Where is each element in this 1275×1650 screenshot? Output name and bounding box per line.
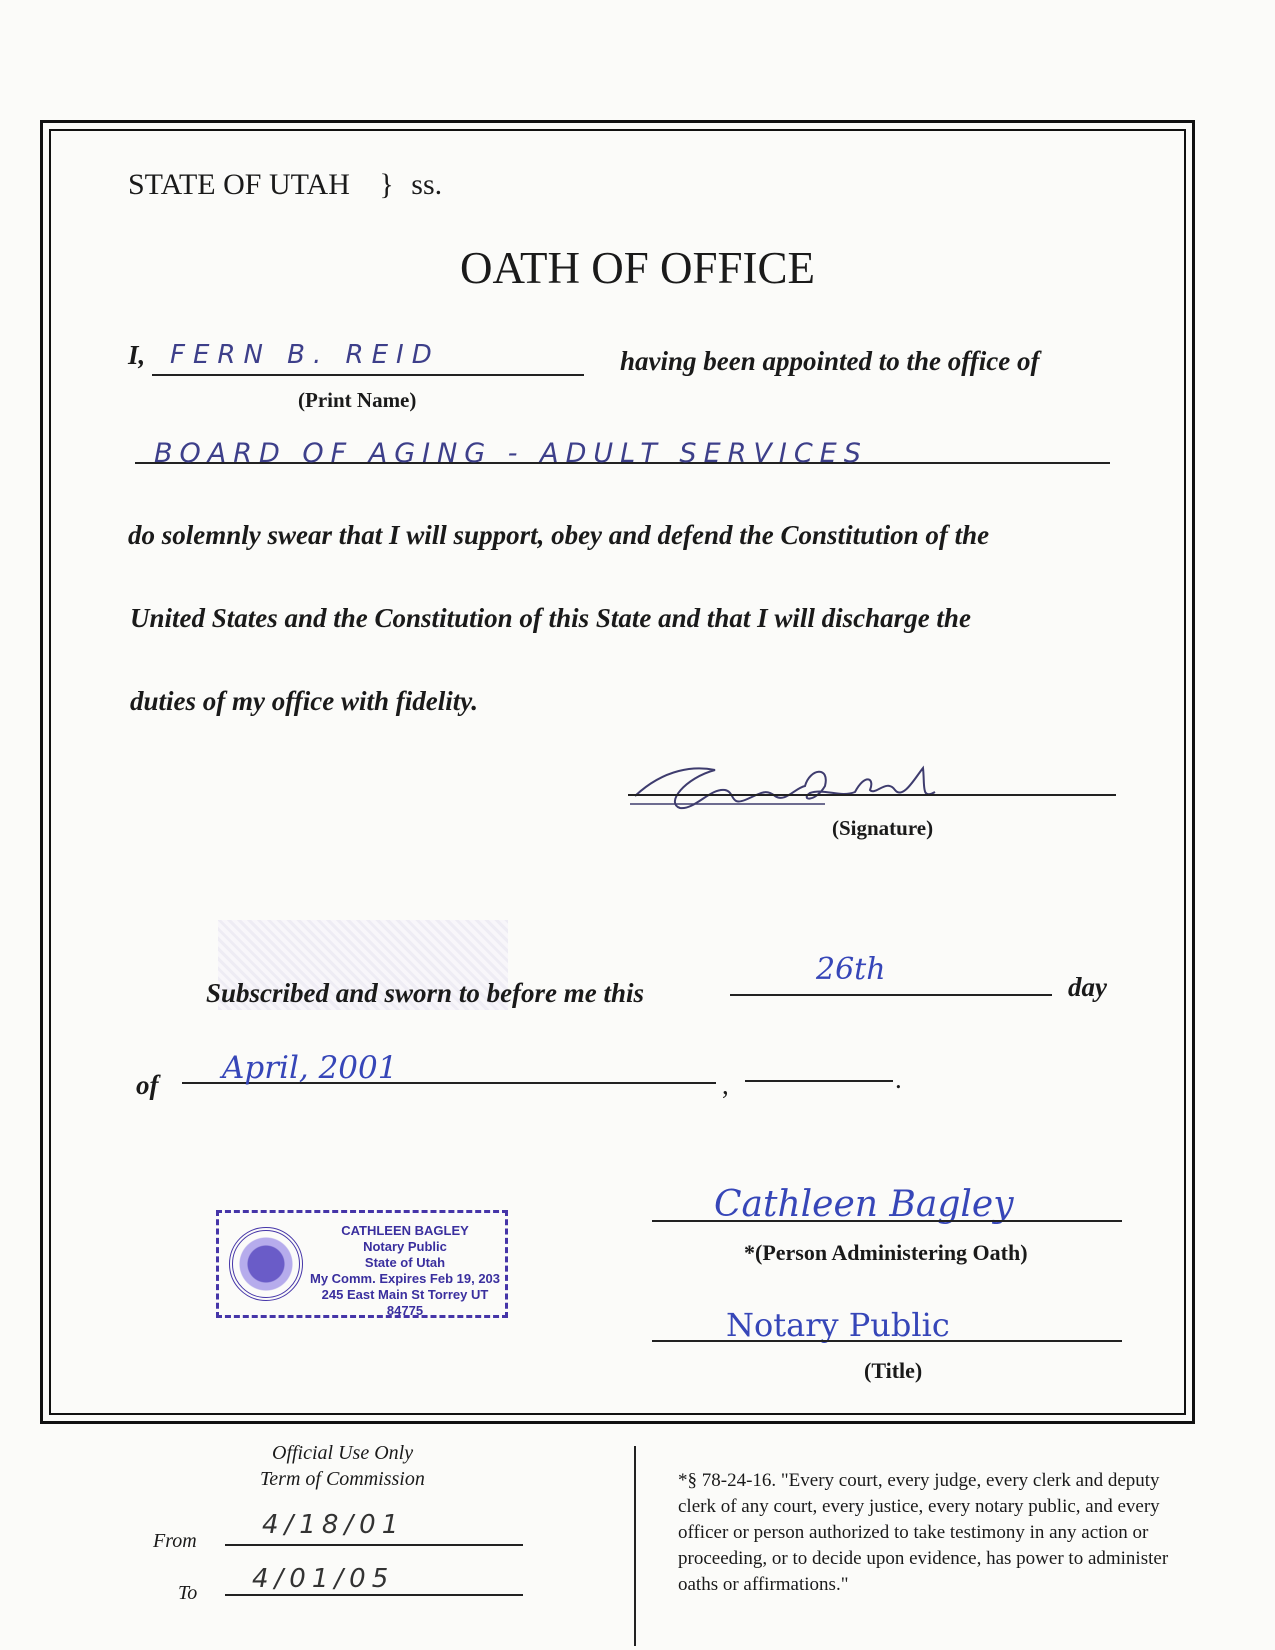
sworn-text: Subscribed and sworn to before me this <box>206 978 645 1008</box>
printed-name-value: FERN B. REID <box>170 340 440 370</box>
column-divider <box>634 1446 636 1646</box>
notary-stamp <box>216 1210 508 1318</box>
to-label: To <box>178 1582 198 1604</box>
comma-mark: , <box>722 1070 729 1100</box>
stamp-line: Notary Public <box>363 1239 447 1254</box>
to-rule <box>225 1594 523 1596</box>
print-name-label: (Print Name) <box>298 388 417 412</box>
to-value: 4/01/05 <box>252 1564 395 1594</box>
title-label: (Title) <box>864 1358 923 1383</box>
page-title: OATH OF OFFICE <box>459 243 816 293</box>
oath-line-3: duties of my office with fidelity. <box>130 686 478 716</box>
state-heading <box>128 168 442 202</box>
administrator-signature: Cathleen Bagley <box>714 1184 1014 1225</box>
stamp-text <box>305 1223 505 1319</box>
of-word: of <box>136 1070 159 1100</box>
stamp-line: CATHLEEN BAGLEY <box>341 1223 469 1238</box>
appointed-text: having been appointed to the office of <box>620 346 1040 376</box>
from-value: 4/18/01 <box>262 1510 405 1540</box>
title-value: Notary Public <box>726 1306 950 1344</box>
from-label: From <box>153 1530 197 1552</box>
signature-rule <box>628 794 1116 796</box>
notary-seal-icon <box>229 1227 303 1301</box>
official-use-heading: Official Use Only <box>272 1442 414 1464</box>
administrator-label: *(Person Administering Oath) <box>744 1240 1028 1265</box>
oath-line-2: United States and the Constitution of this State and that I will discharge the <box>130 603 971 633</box>
ss-label: ss. <box>411 168 443 201</box>
term-heading: Term of Commission <box>260 1468 425 1490</box>
oath-lead: I, <box>128 340 146 370</box>
day-value: 26th <box>816 952 886 987</box>
period-mark: . <box>895 1064 902 1094</box>
day-rule <box>730 994 1052 996</box>
stamp-line: 245 East Main St Torrey UT 84775 <box>321 1287 489 1318</box>
office-value: BOARD OF AGING - ADULT SERVICES <box>154 438 868 469</box>
stamp-line: State of Utah <box>364 1255 446 1270</box>
signature-label: (Signature) <box>832 816 934 840</box>
oath-line-1: do solemnly swear that I will support, obey and defend the Constitution of the <box>128 520 990 550</box>
signature-image <box>625 748 965 818</box>
day-word: day <box>1068 972 1107 1002</box>
statute-text: *§ 78-24-16. "Every court, every judge, every clerk and deputy clerk of any court, every justice, every notary public, and every officer or person authorized to take testimony in any action or proceeding, or to decide upon evidence, has power to administer oaths or affirmations." <box>678 1470 1169 1595</box>
state-name: STATE OF UTAH <box>128 168 350 201</box>
stamp-line: My Comm. Expires Feb 19, 203 <box>309 1271 501 1286</box>
from-rule <box>225 1544 523 1546</box>
administrator-rule <box>652 1220 1122 1222</box>
title-rule <box>652 1340 1122 1342</box>
extra-rule <box>745 1080 893 1082</box>
month-year-value: April, 2001 <box>222 1050 398 1086</box>
name-rule <box>152 374 584 376</box>
brace: } <box>379 168 394 201</box>
